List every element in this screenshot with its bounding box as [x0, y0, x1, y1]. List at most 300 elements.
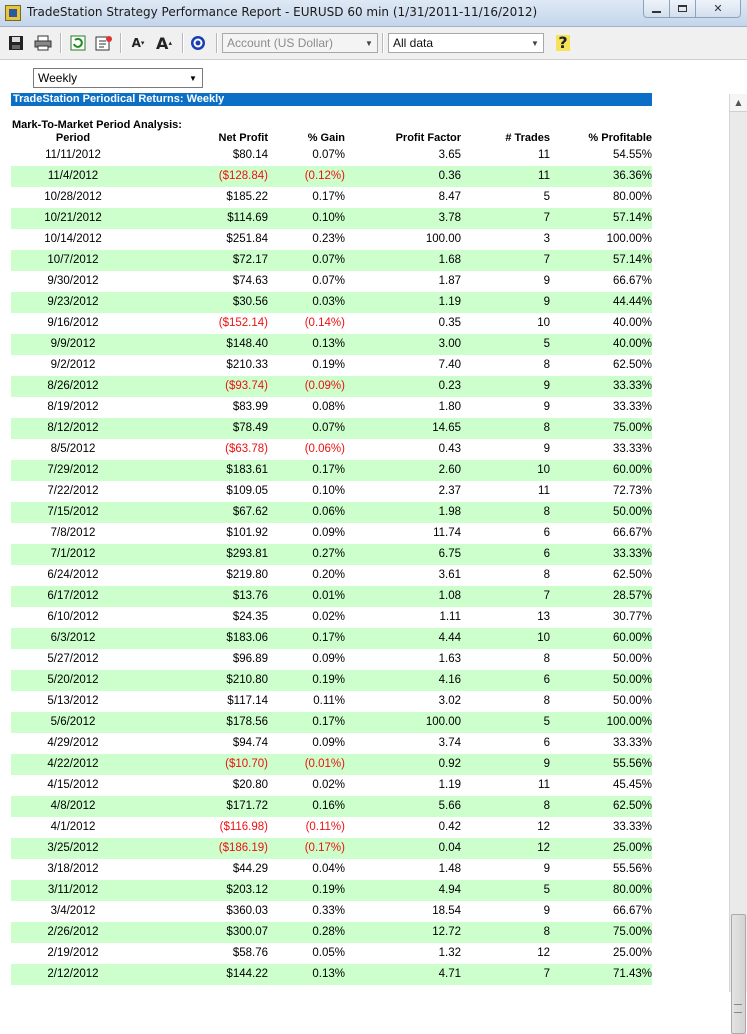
net-profit-cell: $74.63 [232, 275, 268, 287]
profitable-cell: 57.14% [612, 212, 652, 224]
net-profit-cell: $44.29 [232, 863, 268, 875]
table-row [11, 943, 652, 964]
net-profit-cell: $210.80 [226, 674, 268, 686]
scroll-up-icon[interactable]: ▲ [730, 94, 747, 112]
table-row [11, 376, 652, 397]
profit-factor-cell: 100.00 [425, 716, 461, 728]
gain-cell: 0.19% [312, 674, 345, 686]
app-icon [5, 5, 21, 21]
table-row [11, 712, 652, 733]
net-profit-cell: $183.06 [226, 632, 268, 644]
profit-factor-cell: 2.37 [438, 485, 461, 497]
gain-cell: (0.09%) [304, 380, 345, 392]
period-cell: 3/4/2012 [50, 905, 96, 917]
period-cell: 7/29/2012 [47, 464, 99, 476]
gain-cell: (0.01%) [304, 758, 345, 770]
profitable-cell: 66.67% [612, 527, 652, 539]
profitable-cell: 40.00% [612, 338, 652, 350]
table-row [11, 439, 652, 460]
net-profit-cell: $178.56 [226, 716, 268, 728]
trades-cell: 9 [543, 296, 550, 308]
profit-factor-cell: 1.08 [438, 590, 461, 602]
table-row [11, 460, 652, 481]
column-header-profitable: % Profitable [588, 132, 652, 144]
period-cell: 11/4/2012 [47, 170, 99, 182]
table-row [11, 838, 652, 859]
period-cell: 2/26/2012 [47, 926, 99, 938]
gain-cell: 0.09% [312, 527, 345, 539]
period-cell: 7/15/2012 [47, 506, 99, 518]
net-profit-cell: $72.17 [232, 254, 268, 266]
table-row [11, 250, 652, 271]
toolbar [0, 27, 747, 60]
trades-cell: 11 [538, 779, 550, 791]
net-profit-cell: $94.74 [232, 737, 268, 749]
table-row [11, 229, 652, 250]
trades-cell: 7 [543, 212, 550, 224]
table-row [11, 649, 652, 670]
period-cell: 3/25/2012 [47, 842, 99, 854]
gain-cell: 0.19% [312, 884, 345, 896]
data-range-combo-value: All data [393, 36, 434, 50]
table-row [11, 145, 652, 166]
net-profit-cell: $148.40 [226, 338, 268, 350]
period-cell: 8/26/2012 [47, 380, 99, 392]
window-title: TradeStation Strategy Performance Report - EURUSD 60 min (1/31/2011-11/16/2012) [27, 5, 538, 19]
profit-factor-cell: 1.68 [438, 254, 461, 266]
refresh-icon[interactable] [68, 33, 88, 53]
trades-cell: 9 [543, 275, 550, 287]
trades-cell: 8 [543, 506, 550, 518]
net-profit-cell: $360.03 [226, 905, 268, 917]
period-select-value: Weekly [38, 71, 78, 85]
gain-cell: 0.01% [312, 590, 345, 602]
profitable-cell: 57.14% [612, 254, 652, 266]
net-profit-cell: $114.69 [227, 212, 268, 224]
gain-cell: 0.06% [312, 506, 345, 518]
table-row [11, 775, 652, 796]
table-row [11, 187, 652, 208]
table-row [11, 586, 652, 607]
profitable-cell: 40.00% [612, 317, 652, 329]
profit-factor-cell: 0.04 [438, 842, 461, 854]
period-cell: 7/1/2012 [50, 548, 96, 560]
trades-cell: 3 [543, 233, 550, 245]
gain-cell: (0.06%) [304, 443, 345, 455]
maximize-icon [678, 5, 687, 12]
period-cell: 4/22/2012 [47, 758, 99, 770]
period-cell: 6/3/2012 [50, 632, 96, 644]
minimize-icon [652, 11, 661, 13]
gain-cell: 0.23% [312, 233, 345, 245]
period-cell: 4/15/2012 [47, 779, 99, 791]
period-cell: 4/1/2012 [50, 821, 96, 833]
table-row [11, 859, 652, 880]
profit-factor-cell: 11.74 [433, 527, 461, 539]
net-profit-cell: $171.72 [226, 800, 268, 812]
table-row [11, 166, 652, 187]
gain-cell: 0.02% [312, 779, 345, 791]
table-row [11, 313, 652, 334]
gain-cell: 0.08% [312, 401, 345, 413]
vertical-scrollbar[interactable] [729, 94, 747, 992]
table-row [11, 733, 652, 754]
profitable-cell: 25.00% [612, 842, 652, 854]
profit-factor-cell: 18.54 [432, 905, 461, 917]
profitable-cell: 80.00% [612, 191, 652, 203]
period-cell: 9/2/2012 [50, 359, 96, 371]
period-cell: 2/12/2012 [47, 968, 99, 980]
gain-cell: 0.16% [312, 800, 345, 812]
profit-factor-cell: 0.43 [438, 443, 461, 455]
table-row [11, 565, 652, 586]
period-cell: 2/19/2012 [47, 947, 99, 959]
table-row [11, 607, 652, 628]
net-profit-cell: $300.07 [226, 926, 268, 938]
gain-cell: 0.17% [312, 632, 345, 644]
period-cell: 8/12/2012 [47, 422, 99, 434]
period-cell: 5/20/2012 [47, 674, 99, 686]
net-profit-cell: $96.89 [232, 653, 268, 665]
table-row [11, 502, 652, 523]
table-row [11, 397, 652, 418]
trades-cell: 5 [543, 884, 550, 896]
profitable-cell: 75.00% [612, 422, 652, 434]
gain-cell: 0.17% [312, 716, 345, 728]
trades-cell: 11 [538, 485, 550, 497]
trades-cell: 9 [543, 401, 550, 413]
profit-factor-cell: 100.00 [425, 233, 461, 245]
period-cell: 5/27/2012 [47, 653, 99, 665]
profit-factor-cell: 1.32 [438, 947, 461, 959]
net-profit-cell: $183.61 [226, 464, 268, 476]
column-header-profit-factor: Profit Factor [395, 132, 461, 144]
chevron-down-icon: ▼ [531, 38, 539, 48]
chevron-down-icon: ▼ [365, 38, 373, 48]
gain-cell: 0.03% [312, 296, 345, 308]
profitable-cell: 50.00% [612, 695, 652, 707]
trades-cell: 6 [543, 548, 550, 560]
net-profit-cell: $30.56 [232, 296, 268, 308]
trades-cell: 5 [543, 191, 550, 203]
period-cell: 5/13/2012 [47, 695, 99, 707]
gain-cell: 0.05% [312, 947, 345, 959]
gain-cell: 0.17% [312, 464, 345, 476]
print-icon[interactable] [33, 33, 53, 53]
net-profit-cell: ($186.19) [218, 842, 268, 854]
profit-factor-cell: 0.35 [438, 317, 461, 329]
period-cell: 8/19/2012 [47, 401, 99, 413]
column-header-gain: % Gain [307, 132, 345, 144]
profitable-cell: 66.67% [612, 905, 652, 917]
profitable-cell: 71.43% [612, 968, 652, 980]
profit-factor-cell: 14.65 [432, 422, 461, 434]
gain-cell: 0.13% [312, 338, 345, 350]
table-row [11, 271, 652, 292]
gain-cell: 0.10% [312, 485, 345, 497]
toolbar-separator [216, 33, 218, 53]
table-row [11, 292, 652, 313]
period-cell: 6/17/2012 [47, 590, 99, 602]
trades-cell: 12 [537, 821, 550, 833]
profit-factor-cell: 1.19 [438, 296, 461, 308]
net-profit-cell: $78.49 [232, 422, 268, 434]
table-row [11, 418, 652, 439]
profitable-cell: 55.56% [612, 863, 652, 875]
properties-icon[interactable] [94, 33, 114, 53]
profit-factor-cell: 1.11 [439, 611, 461, 623]
period-cell: 7/8/2012 [50, 527, 96, 539]
profit-factor-cell: 1.87 [438, 275, 461, 287]
gain-cell: 0.19% [312, 359, 345, 371]
period-cell: 9/23/2012 [47, 296, 99, 308]
period-cell: 7/22/2012 [47, 485, 99, 497]
table-row [11, 544, 652, 565]
profitable-cell: 72.73% [612, 485, 652, 497]
profitable-cell: 75.00% [612, 926, 652, 938]
profitable-cell: 33.33% [612, 548, 652, 560]
net-profit-cell: $293.81 [226, 548, 268, 560]
gain-cell: (0.17%) [304, 842, 345, 854]
period-cell: 3/11/2012 [47, 884, 99, 896]
profit-factor-cell: 0.42 [438, 821, 461, 833]
period-cell: 9/9/2012 [50, 338, 96, 350]
column-header-net-profit: Net Profit [218, 132, 268, 144]
period-cell: 10/14/2012 [44, 233, 102, 245]
net-profit-cell: ($63.78) [225, 443, 268, 455]
profitable-cell: 60.00% [612, 464, 652, 476]
table-row [11, 922, 652, 943]
minimize-button[interactable] [643, 0, 670, 18]
gain-cell: 0.07% [312, 254, 345, 266]
period-cell: 6/10/2012 [47, 611, 99, 623]
column-header-trades: # Trades [505, 132, 550, 144]
net-profit-cell: $210.33 [226, 359, 268, 371]
profitable-cell: 36.36% [612, 170, 652, 182]
profit-factor-cell: 0.23 [438, 380, 461, 392]
period-cell: 8/5/2012 [50, 443, 96, 455]
gain-cell: 0.07% [312, 422, 345, 434]
profit-factor-cell: 4.71 [438, 968, 461, 980]
profit-factor-cell: 1.48 [438, 863, 461, 875]
table-row [11, 754, 652, 775]
table-row [11, 481, 652, 502]
profitable-cell: 100.00% [606, 233, 652, 245]
gain-cell: 0.07% [312, 149, 345, 161]
trades-cell: 8 [543, 653, 550, 665]
period-cell: 4/8/2012 [50, 800, 96, 812]
period-select[interactable] [33, 68, 203, 88]
profitable-cell: 28.57% [612, 590, 652, 602]
help-icon[interactable]: ? [558, 33, 568, 52]
profit-factor-cell: 0.36 [438, 170, 461, 182]
profit-factor-cell: 1.63 [438, 653, 461, 665]
target-icon[interactable] [188, 33, 208, 53]
trades-cell: 10 [537, 317, 550, 329]
gain-cell: (0.11%) [305, 821, 345, 833]
profit-factor-cell: 2.60 [438, 464, 461, 476]
profit-factor-cell: 3.74 [438, 737, 461, 749]
trades-cell: 5 [543, 338, 550, 350]
table-row [11, 691, 652, 712]
account-combo-value: Account (US Dollar) [227, 36, 334, 50]
profit-factor-cell: 6.75 [438, 548, 461, 560]
net-profit-cell: ($116.98) [219, 821, 268, 833]
profitable-cell: 60.00% [612, 632, 652, 644]
profitable-cell: 30.77% [612, 611, 652, 623]
profitable-cell: 66.67% [612, 275, 652, 287]
table-row [11, 208, 652, 229]
period-cell: 3/18/2012 [47, 863, 99, 875]
net-profit-cell: $67.62 [232, 506, 268, 518]
column-header-period: Period [55, 132, 91, 144]
gain-cell: 0.33% [312, 905, 345, 917]
gain-cell: (0.12%) [304, 170, 345, 182]
trades-cell: 8 [543, 926, 550, 938]
returns-table [11, 145, 652, 985]
gain-cell: 0.20% [312, 569, 345, 581]
table-row [11, 355, 652, 376]
profitable-cell: 33.33% [612, 401, 652, 413]
account-combo[interactable] [222, 33, 378, 53]
net-profit-cell: $101.92 [226, 527, 268, 539]
profit-factor-cell: 3.61 [438, 569, 461, 581]
table-row [11, 964, 652, 985]
gain-cell: (0.14%) [304, 317, 345, 329]
profit-factor-cell: 5.66 [438, 800, 461, 812]
net-profit-cell: $80.14 [232, 149, 268, 161]
period-cell: 10/7/2012 [47, 254, 99, 266]
data-range-combo[interactable] [388, 33, 544, 53]
net-profit-cell: $251.84 [226, 233, 268, 245]
grip-icon [734, 1004, 742, 1013]
trades-cell: 5 [543, 716, 550, 728]
profitable-cell: 33.33% [612, 443, 652, 455]
profitable-cell: 33.33% [612, 737, 652, 749]
table-row [11, 817, 652, 838]
trades-cell: 7 [543, 254, 550, 266]
trades-cell: 6 [543, 737, 550, 749]
gain-cell: 0.17% [312, 191, 345, 203]
profitable-cell: 45.45% [612, 779, 652, 791]
profitable-cell: 62.50% [612, 800, 652, 812]
profitable-cell: 62.50% [612, 359, 652, 371]
trades-cell: 9 [543, 380, 550, 392]
table-row [11, 796, 652, 817]
maximize-button[interactable] [669, 0, 696, 18]
gain-cell: 0.09% [312, 737, 345, 749]
close-button[interactable] [695, 0, 741, 18]
decrease-font-icon[interactable]: A ▾ [131, 36, 145, 50]
profitable-cell: 50.00% [612, 653, 652, 665]
trades-cell: 6 [543, 527, 550, 539]
profit-factor-cell: 3.78 [438, 212, 461, 224]
profitable-cell: 55.56% [612, 758, 652, 770]
table-row [11, 628, 652, 649]
net-profit-cell: ($152.14) [218, 317, 268, 329]
trades-cell: 9 [543, 863, 550, 875]
save-icon[interactable] [6, 33, 26, 53]
net-profit-cell: $185.22 [226, 191, 268, 203]
report-title: TradeStation Periodical Returns: Weekly [11, 93, 652, 106]
gain-cell: 0.07% [312, 275, 345, 287]
table-row [11, 334, 652, 355]
period-cell: 5/6/2012 [50, 716, 96, 728]
profit-factor-cell: 3.02 [438, 695, 461, 707]
profitable-cell: 25.00% [612, 947, 652, 959]
toolbar-separator [60, 33, 62, 53]
profit-factor-cell: 1.80 [438, 401, 461, 413]
net-profit-cell: ($128.84) [218, 170, 268, 182]
net-profit-cell: $20.80 [232, 779, 268, 791]
close-icon: ✕ [713, 2, 723, 15]
net-profit-cell: $24.35 [232, 611, 268, 623]
toolbar-separator [182, 33, 184, 53]
gain-cell: 0.04% [312, 863, 345, 875]
period-cell: 9/30/2012 [47, 275, 99, 287]
profit-factor-cell: 3.65 [438, 149, 461, 161]
table-row [11, 523, 652, 544]
profitable-cell: 62.50% [612, 569, 652, 581]
increase-font-icon[interactable]: A ▴ [156, 33, 172, 53]
net-profit-cell: ($10.70) [225, 758, 268, 770]
trades-cell: 9 [543, 443, 550, 455]
title-bar [0, 0, 747, 27]
trades-cell: 8 [543, 800, 550, 812]
gain-cell: 0.09% [312, 653, 345, 665]
trades-cell: 7 [543, 968, 550, 980]
table-row [11, 880, 652, 901]
section-heading: Mark-To-Market Period Analysis: [12, 119, 182, 131]
profitable-cell: 33.33% [612, 821, 652, 833]
gain-cell: 0.28% [312, 926, 345, 938]
trades-cell: 8 [543, 422, 550, 434]
scrollbar-thumb[interactable] [731, 914, 746, 1034]
trades-cell: 10 [537, 632, 550, 644]
net-profit-cell: $109.05 [226, 485, 268, 497]
net-profit-cell: $203.12 [226, 884, 268, 896]
profit-factor-cell: 7.40 [438, 359, 461, 371]
profitable-cell: 50.00% [612, 506, 652, 518]
chevron-down-icon: ▼ [189, 73, 197, 83]
profit-factor-cell: 3.00 [438, 338, 461, 350]
net-profit-cell: $144.22 [226, 968, 268, 980]
toolbar-separator [382, 33, 384, 53]
period-cell: 4/29/2012 [47, 737, 99, 749]
net-profit-cell: $13.76 [232, 590, 268, 602]
profit-factor-cell: 0.92 [438, 758, 461, 770]
table-row [11, 901, 652, 922]
gain-cell: 0.11% [313, 695, 345, 707]
profit-factor-cell: 12.72 [432, 926, 461, 938]
profit-factor-cell: 4.94 [438, 884, 461, 896]
profit-factor-cell: 1.98 [438, 506, 461, 518]
gain-cell: 0.10% [312, 212, 345, 224]
profitable-cell: 100.00% [606, 716, 652, 728]
toolbar-separator [120, 33, 122, 53]
trades-cell: 8 [543, 695, 550, 707]
period-cell: 6/24/2012 [47, 569, 99, 581]
trades-cell: 12 [537, 842, 550, 854]
profit-factor-cell: 8.47 [438, 191, 461, 203]
trades-cell: 11 [538, 170, 550, 182]
net-profit-cell: $58.76 [232, 947, 268, 959]
trades-cell: 8 [543, 359, 550, 371]
profitable-cell: 54.55% [612, 149, 652, 161]
gain-cell: 0.02% [312, 611, 345, 623]
gain-cell: 0.27% [312, 548, 345, 560]
net-profit-cell: $219.80 [226, 569, 268, 581]
